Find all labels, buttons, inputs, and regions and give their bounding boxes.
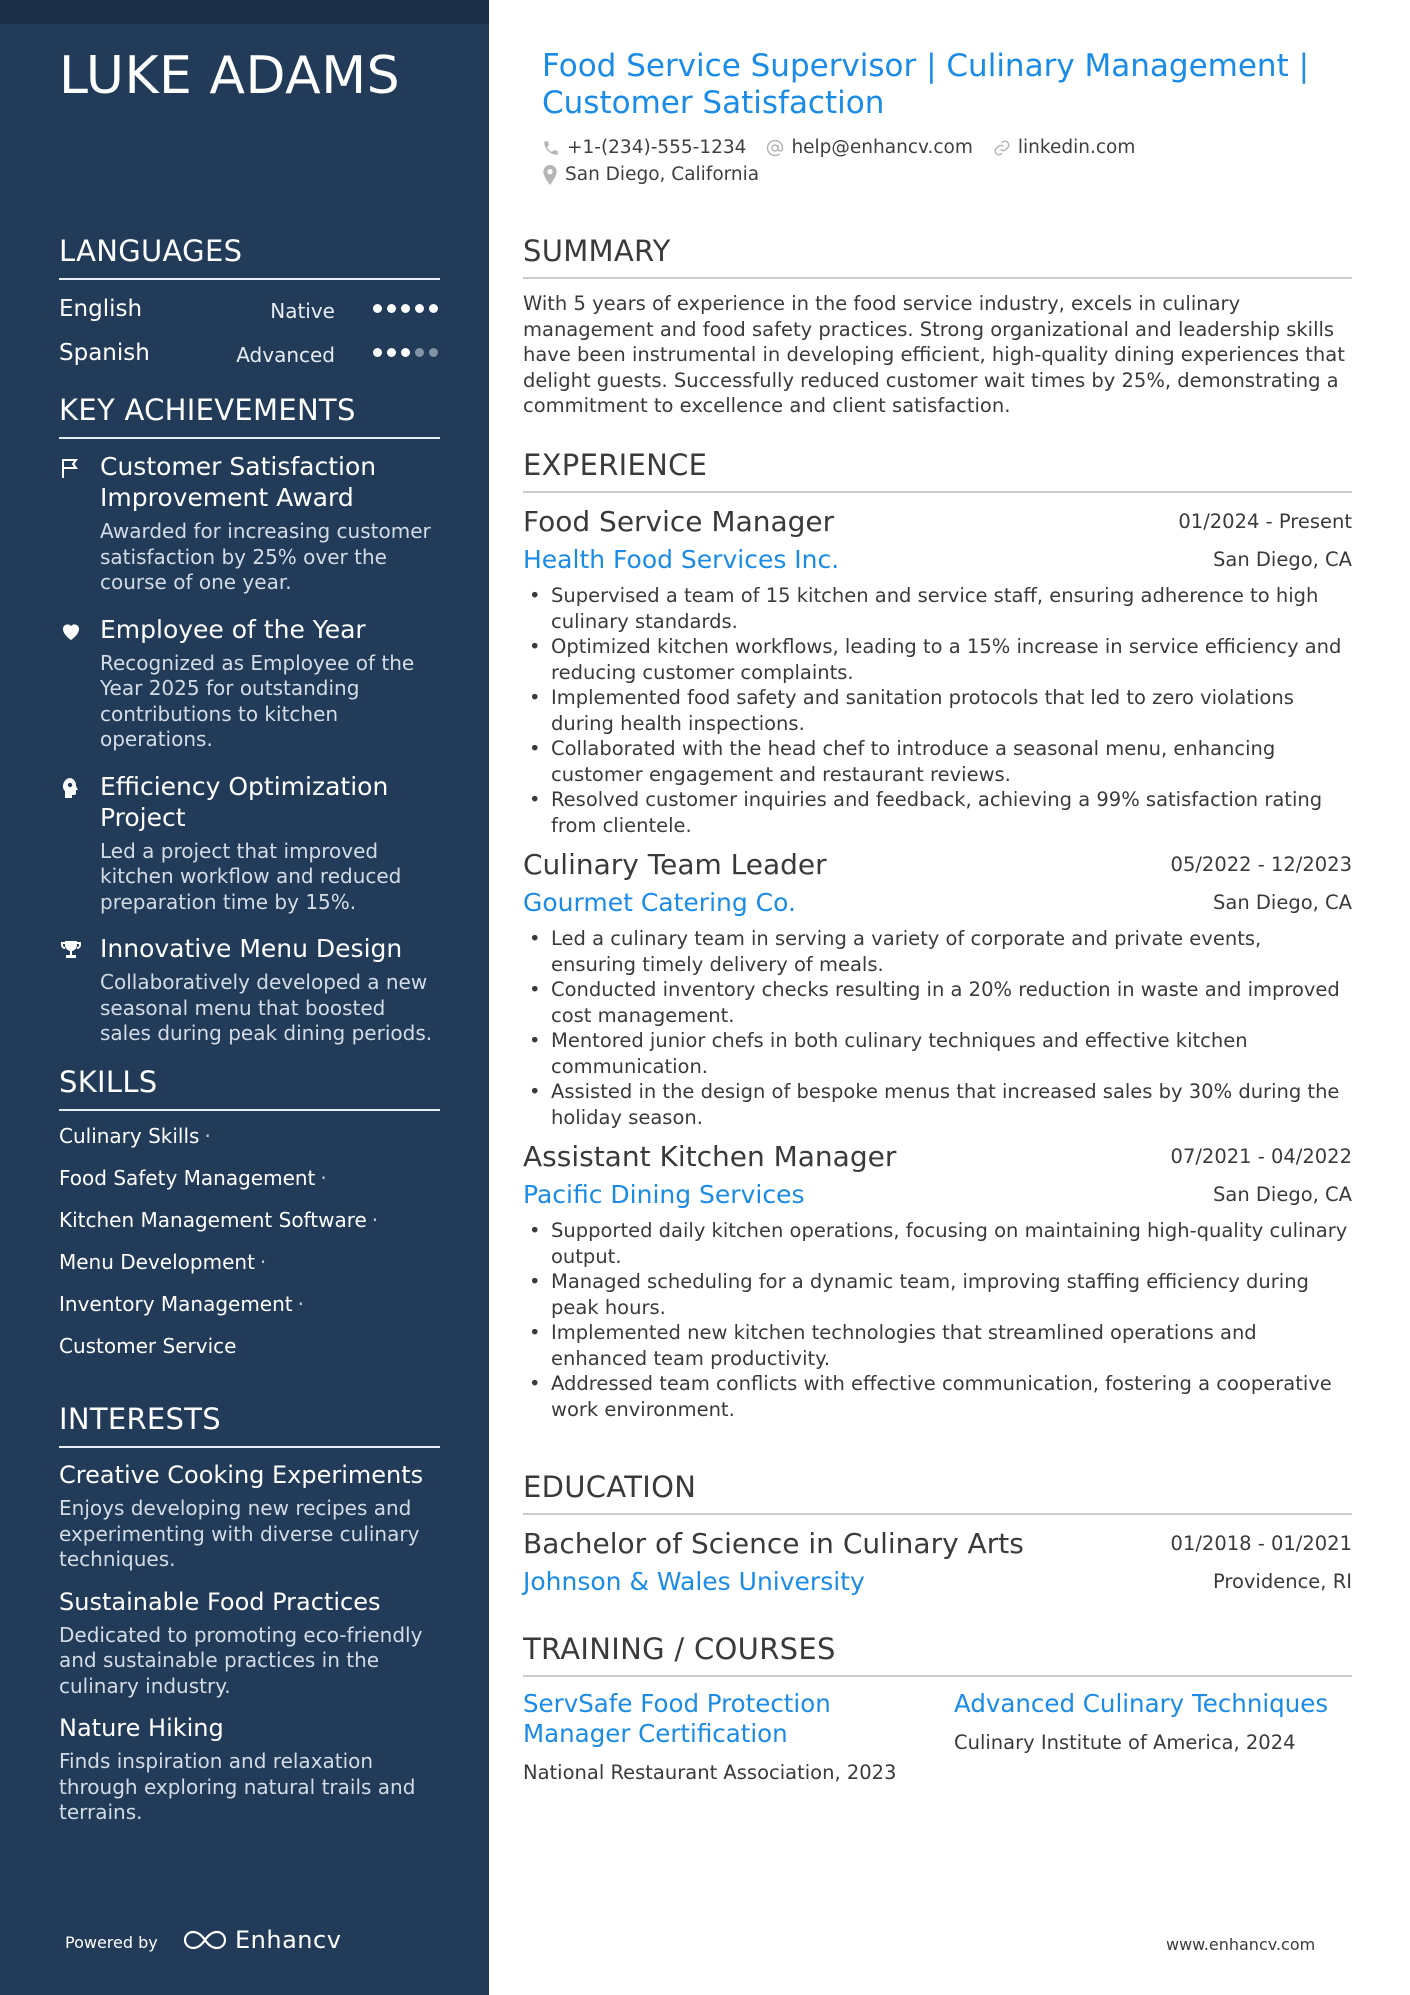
education-heading: EDUCATION <box>523 1470 1352 1515</box>
job-title: Assistant Kitchen Manager <box>523 1140 897 1173</box>
company-name: Gourmet Catering Co. <box>523 888 796 917</box>
education-section <box>523 1470 1352 1605</box>
languages-section <box>59 234 440 380</box>
achievement-title: Customer Satisfaction Improvement Award <box>100 452 377 512</box>
job-bullet: • Resolved customer inquiries and feedback, achieving a 99% satisfaction rating from clientele. <box>523 787 1352 838</box>
job-location: San Diego, CA <box>1213 891 1352 914</box>
proficiency-dot <box>401 348 410 357</box>
course-title: Advanced Culinary Techniques <box>954 1689 1329 1718</box>
company-name: Pacific Dining Services <box>523 1180 805 1209</box>
interest-desc: Finds inspiration and relaxation through exploring natural trails and terrains. <box>59 1749 416 1824</box>
job-bullet: • Assisted in the design of bespoke menus that increased sales by 30% during the holiday season. <box>523 1079 1352 1130</box>
powered-by-label: Powered by <box>65 1933 158 1952</box>
interests-section <box>59 1402 440 1840</box>
job-location: San Diego, CA <box>1213 548 1352 571</box>
achievement-item <box>59 771 440 916</box>
course-item <box>954 1689 1354 1754</box>
interest-title: Sustainable Food Practices <box>59 1587 381 1616</box>
linkedin-text: linkedin.com <box>1017 137 1136 158</box>
job-title: Food Service Manager <box>523 505 835 538</box>
at-icon <box>766 139 784 157</box>
candidate-name: LUKE ADAMS <box>59 46 401 106</box>
skill-item <box>59 1333 440 1375</box>
skill-separator: · <box>297 1292 304 1316</box>
proficiency-dot <box>401 304 410 313</box>
headline: Food Service Supervisor | Culinary Management | Customer Satisfaction <box>542 48 1310 121</box>
job-bullet: • Led a culinary team in serving a variety of corporate and private events, ensuring timely delivery of meals. <box>523 926 1352 977</box>
job-bullet: • Mentored junior chefs in both culinary techniques and effective kitchen communication. <box>523 1028 1352 1079</box>
brand-name: Enhancv <box>235 1926 342 1954</box>
achievements-heading: KEY ACHIEVEMENTS <box>59 393 440 439</box>
interests-heading: INTERESTS <box>59 1402 440 1448</box>
company-name: Health Food Services Inc. <box>523 545 840 574</box>
interest-title: Nature Hiking <box>59 1714 224 1742</box>
language-level: Advanced <box>236 343 335 367</box>
job-dates: 01/2024 - Present <box>1178 510 1352 533</box>
contact-phone[interactable] <box>542 137 746 158</box>
language-proficiency-dots <box>373 348 438 357</box>
skill-label: Culinary Skills <box>59 1124 200 1148</box>
phone-text: +1-(234)-555-1234 <box>567 137 747 158</box>
contact-row <box>542 137 1155 158</box>
skills-heading: SKILLS <box>59 1065 440 1111</box>
footer-url[interactable]: www.enhancv.com <box>1166 1935 1316 1954</box>
achievement-title: Efficiency Optimization Project <box>100 771 389 832</box>
job-bullet: • Conducted inventory checks resulting in a 20% reduction in waste and improved cost management. <box>523 977 1352 1028</box>
summary-text: With 5 years of experience in the food service industry, excels in culinary management and food safety practices. Strong organizational and leadership skills have been instrumental in developing efficient, high-quality dining experiences that delight guests. Successfully reduced customer wait times by 25%, demonstrating a commitment to excellence and client satisfaction. <box>523 292 1345 417</box>
proficiency-dot <box>415 348 424 357</box>
contact-linkedin[interactable] <box>993 137 1135 158</box>
job-bullet: • Supported daily kitchen operations, focusing on maintaining high-quality culinary output. <box>523 1218 1352 1269</box>
skill-item <box>59 1123 440 1165</box>
proficiency-dot <box>387 348 396 357</box>
achievement-desc: Led a project that improved kitchen workflow and reduced preparation time by 15%. <box>100 838 402 914</box>
language-proficiency-dots <box>373 304 438 313</box>
language-name: English <box>59 296 143 322</box>
contact-location <box>542 164 759 185</box>
heart-icon <box>59 619 83 643</box>
job-entry <box>523 505 1352 838</box>
language-item <box>59 336 440 380</box>
languages-heading: LANGUAGES <box>59 234 440 280</box>
contact-row-2 <box>542 164 779 185</box>
experience-heading: EXPERIENCE <box>523 448 1352 493</box>
achievement-title: Innovative Menu Design <box>100 934 403 963</box>
achievement-item <box>59 614 440 753</box>
flag-icon <box>59 456 83 480</box>
interest-item <box>59 1713 440 1826</box>
job-bullet: • Supervised a team of 15 kitchen and service staff, ensuring adherence to high culinary standards. <box>523 583 1352 634</box>
skill-separator: · <box>204 1124 211 1148</box>
achievement-item <box>59 451 440 596</box>
job-bullets <box>523 926 1352 1130</box>
skill-separator: · <box>371 1208 379 1232</box>
job-location: San Diego, CA <box>1213 1183 1352 1206</box>
language-level: Native <box>270 299 335 323</box>
language-name: Spanish <box>59 340 150 366</box>
job-bullet: • Addressed team conflicts with effective communication, fostering a cooperative work environment. <box>523 1371 1352 1422</box>
training-heading: TRAINING / COURSES <box>523 1632 1352 1677</box>
email-text: help@enhancv.com <box>791 137 973 158</box>
location-text: San Diego, California <box>565 164 760 185</box>
achievement-desc: Collaboratively developed a new seasonal menu that boosted sales during peak dining periods. <box>100 970 433 1045</box>
skill-item <box>59 1207 440 1249</box>
proficiency-dot <box>415 304 424 313</box>
sidebar <box>0 0 489 1995</box>
infinity-logo-icon <box>183 1928 227 1952</box>
proficiency-dot <box>373 304 382 313</box>
proficiency-dot <box>429 348 438 357</box>
proficiency-dot <box>373 348 382 357</box>
training-section <box>523 1632 1352 1809</box>
skill-label: Inventory Management <box>59 1292 293 1316</box>
job-bullets <box>523 1218 1352 1422</box>
job-bullet: • Managed scheduling for a dynamic team, improving staffing efficiency during peak hours. <box>523 1269 1352 1320</box>
skill-label: Customer Service <box>59 1334 237 1358</box>
skill-label: Food Safety Management <box>59 1166 316 1190</box>
school-name: Johnson & Wales University <box>523 1567 865 1596</box>
school-location: Providence, RI <box>1212 1570 1352 1593</box>
job-bullet: • Collaborated with the head chef to introduce a seasonal menu, enhancing customer engagement and restaurant reviews. <box>523 736 1352 787</box>
achievement-item <box>59 933 440 1047</box>
experience-section <box>523 448 1352 1432</box>
course-desc: Culinary Institute of America, 2024 <box>954 1731 1296 1754</box>
link-icon <box>993 139 1011 157</box>
skill-item <box>59 1291 440 1333</box>
job-bullet: • Optimized kitchen workflows, leading to a 15% increase in service efficiency and reducing customer complaints. <box>523 634 1352 685</box>
interest-item <box>59 1587 440 1700</box>
job-dates: 07/2021 - 04/2022 <box>1170 1145 1352 1168</box>
skill-label: Menu Development <box>59 1250 255 1274</box>
achievements-section <box>59 393 440 1065</box>
achievement-desc: Recognized as Employee of the Year 2025 for outstanding contributions to kitchen operations. <box>100 650 415 751</box>
interest-desc: Dedicated to promoting eco-friendly and sustainable practices in the culinary industry. <box>59 1622 423 1698</box>
language-item <box>59 292 440 336</box>
trophy-icon <box>59 938 83 962</box>
job-bullet: • Implemented food safety and sanitation protocols that led to zero violations during health inspections. <box>523 685 1352 736</box>
phone-icon <box>542 139 560 157</box>
interest-title: Creative Cooking Experiments <box>59 1461 424 1489</box>
skill-separator: · <box>259 1250 267 1274</box>
proficiency-dot <box>429 304 438 313</box>
skill-separator: · <box>320 1166 327 1190</box>
enhancv-logo[interactable] <box>183 1926 341 1954</box>
summary-heading: SUMMARY <box>523 234 1352 279</box>
interest-desc: Enjoys developing new recipes and experimenting with diverse culinary techniques. <box>59 1496 420 1571</box>
interest-item <box>59 1460 440 1573</box>
job-bullet: • Implemented new kitchen technologies that streamlined operations and enhanced team productivity. <box>523 1320 1352 1371</box>
course-item <box>523 1689 923 1784</box>
achievement-title: Employee of the Year <box>100 614 366 644</box>
course-desc: National Restaurant Association, 2023 <box>523 1761 897 1784</box>
job-dates: 05/2022 - 12/2023 <box>1170 853 1352 876</box>
job-bullets <box>523 583 1352 838</box>
course-title: ServSafe Food Protection Manager Certification <box>523 1689 831 1748</box>
degree-title: Bachelor of Science in Culinary Arts <box>523 1527 1024 1560</box>
summary-section <box>523 234 1352 419</box>
job-title: Culinary Team Leader <box>523 848 827 881</box>
job-entry <box>523 1140 1352 1422</box>
contact-email[interactable] <box>766 137 972 158</box>
skill-label: Kitchen Management Software <box>59 1208 367 1232</box>
brain-icon <box>59 776 83 800</box>
skill-item <box>59 1249 440 1291</box>
achievement-desc: Awarded for increasing customer satisfaction by 25% over the course of one year. <box>100 519 431 594</box>
job-entry <box>523 848 1352 1130</box>
proficiency-dot <box>387 304 396 313</box>
education-dates: 01/2018 - 01/2021 <box>1170 1532 1352 1555</box>
skills-section <box>59 1065 440 1375</box>
skill-item <box>59 1165 440 1207</box>
location-pin-icon <box>542 165 558 185</box>
